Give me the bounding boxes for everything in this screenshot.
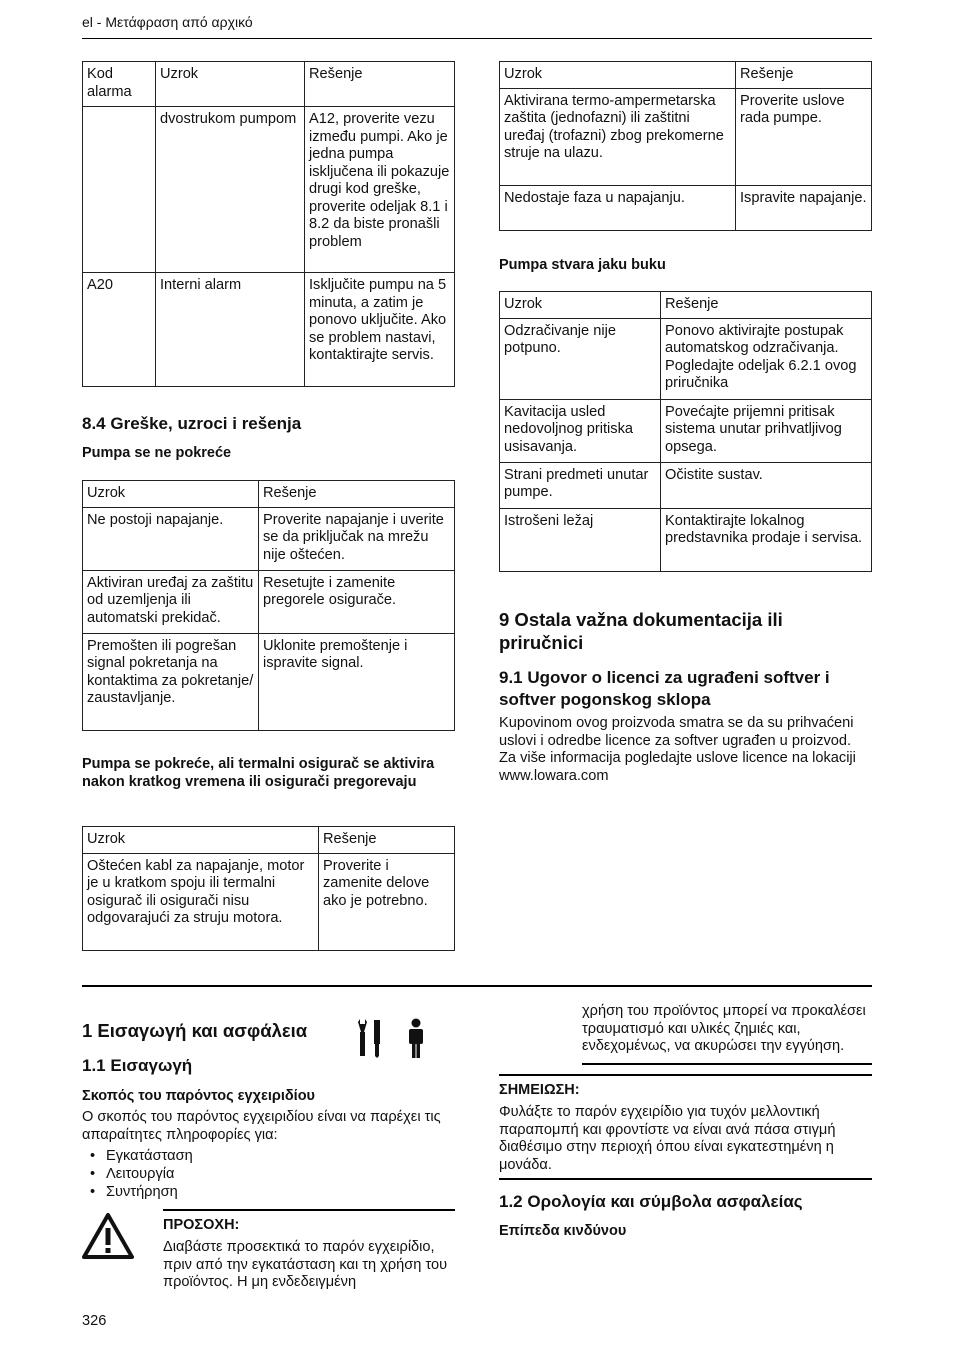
table-row xyxy=(500,462,872,508)
noise-table xyxy=(499,291,872,572)
subheading: Pumpa se ne pokreće xyxy=(82,445,232,461)
table-header-row xyxy=(500,62,872,89)
section-9 xyxy=(499,608,872,785)
table-row xyxy=(83,107,455,273)
note-label: ΣΗΜΕΙΩΣΗ: xyxy=(499,1082,580,1098)
table-header-row xyxy=(83,62,455,107)
note-rule xyxy=(499,1074,872,1076)
table-cell: dvostrukom pumpom xyxy=(156,107,305,273)
table-header-cell: Rešenje xyxy=(259,481,455,508)
table-cell: Povećajte prijemni pritisak sistema unutar prihvatljivog opsega. xyxy=(661,399,872,462)
running-header: el - Μετάφραση από αρχικό xyxy=(82,14,253,30)
table-header-cell: Uzrok xyxy=(83,481,259,508)
thermal-table xyxy=(82,826,455,951)
table-cell: Isključite pumpu na 5 minuta, a zatim je ponovo uključite. Ako se problem nastavi, kontaktirajte servis. xyxy=(305,273,455,387)
subheading: Pumpa se pokreće, ali termalni osigurač se aktivira nakon kratkog vremena ili osigurači pregorevaju xyxy=(82,756,435,790)
table-cell: Proverite i zamenite delove ako je potrebno. xyxy=(319,853,455,950)
table-header-row xyxy=(83,481,455,508)
note-end-rule xyxy=(499,1178,872,1180)
bullet-list xyxy=(82,1147,455,1201)
overcurrent-table-wrap xyxy=(499,61,872,231)
table-row xyxy=(83,633,455,730)
table-header-cell: Rešenje xyxy=(305,62,455,107)
table-row xyxy=(83,273,455,387)
table-row xyxy=(500,185,872,230)
section-title: 1 Εισαγωγή και ασφάλεια xyxy=(82,1020,308,1041)
subsection-title: 1.1 Εισαγωγή xyxy=(82,1056,193,1075)
thermal-subheading-wrap xyxy=(82,755,455,791)
warning-icon xyxy=(82,1212,134,1260)
caution-label: ΠΡΟΣΟΧΗ: xyxy=(163,1217,240,1233)
caution-text-cont: χρήση του προϊόντος μπορεί να προκαλέσει τραυματισμό και υλικές ζημιές και, ενδεχομένως, να ακυρώσει την εγγύηση. xyxy=(582,1003,866,1054)
subsection-title: 1.2 Ορολογία και σύμβολα ασφαλείας xyxy=(499,1192,803,1211)
tools-icon xyxy=(357,1018,385,1058)
table-cell: A20 xyxy=(83,273,156,387)
table-cell: Proverite napajanje i uverite se da priključak na mrežu nije oštećen. xyxy=(259,507,455,570)
table-cell: Uklonite premoštenje i ispravite signal. xyxy=(259,633,455,730)
caution-box xyxy=(163,1216,455,1292)
section-1 xyxy=(82,1019,455,1042)
overcurrent-table xyxy=(499,61,872,231)
no-start-table xyxy=(82,480,455,731)
person-icon xyxy=(405,1018,427,1058)
table-header-row xyxy=(83,827,455,854)
table-cell: Ispravite napajanje. xyxy=(736,185,872,230)
caution-continuation xyxy=(582,1003,872,1056)
note-box xyxy=(499,1081,872,1174)
table-header-cell: Rešenje xyxy=(736,62,872,89)
alarm-table xyxy=(82,61,455,387)
list-item: • Εγκατάσταση xyxy=(90,1148,193,1164)
table-header-row xyxy=(500,292,872,319)
noise-table-wrap xyxy=(499,291,872,572)
no-start-table-wrap xyxy=(82,480,455,731)
table-header-cell: Uzrok xyxy=(500,292,661,319)
table-row xyxy=(500,88,872,185)
table-header-cell: Uzrok xyxy=(500,62,736,89)
table-header-cell: Kod alarma xyxy=(83,62,156,107)
section-1-1 xyxy=(82,1055,455,1201)
table-cell: Aktiviran uređaj za zaštitu od uzemljenja ili automatski prekidač. xyxy=(83,570,259,633)
table-cell: Aktivirana termo-ampermetarska zaštita (jednofazni) ili zaštitni uređaj (trofazni) zbog prekomerne struje na ulazu. xyxy=(500,88,736,185)
table-cell: Resetujte i zamenite pregorele osigurače. xyxy=(259,570,455,633)
note-text: Φυλάξτε το παρόν εγχειρίδιο για τυχόν μελλοντική παραπομπή και φροντίστε να είναι ανά πάσα στιγμή διαθέσιμο στην περιοχή όπου είναι εγκατεστημένη η μονάδα. xyxy=(499,1104,836,1173)
subheading: Επίπεδα κινδύνου xyxy=(499,1223,627,1239)
table-cell: Istrošeni ležaj xyxy=(500,508,661,571)
table-cell: Proverite uslove rada pumpe. xyxy=(736,88,872,185)
alarm-table-wrap xyxy=(82,61,455,387)
table-cell: Premošten ili pogrešan signal pokretanja na kontaktima za pokretanje/ zaustavljanje. xyxy=(83,633,259,730)
table-cell: Nedostaje faza u napajanju. xyxy=(500,185,736,230)
table-row xyxy=(83,853,455,950)
table-row xyxy=(83,570,455,633)
table-cell xyxy=(83,107,156,273)
section-title: 8.4 Greške, uzroci i rešenja xyxy=(82,414,302,433)
table-cell: Ne postoji napajanje. xyxy=(83,507,259,570)
table-cell: Kontaktirajte lokalnog predstavnika prodaje i servisa. xyxy=(661,508,872,571)
caution-text: Διαβάστε προσεκτικά το παρόν εγχειρίδιο, πριν από την εγκατάσταση και τη χρήση του προϊόντος. Η μη ενδεδειγμένη xyxy=(163,1239,448,1290)
table-cell: Interni alarm xyxy=(156,273,305,387)
table-row xyxy=(83,507,455,570)
body-text: Kupovinom ovog proizvoda smatra se da su prihvaćeni uslovi i odredbe licence za softver ugrađen u proizvod. Za više informacija pogledajte uslove licence na lokaciji www.lowara.com xyxy=(499,715,856,784)
list-item: • Λειτουργία xyxy=(90,1166,175,1182)
section-divider xyxy=(82,985,872,987)
table-header-cell: Rešenje xyxy=(319,827,455,854)
table-cell: Oštećen kabl za napajanje, motor je u kratkom spoju ili termalni osigurač ili osigurači nisu odgovarajući za struju motora. xyxy=(83,853,319,950)
thermal-table-wrap xyxy=(82,826,455,951)
subsection-title: 9.1 Ugovor o licenci za ugrađeni softver i softver pogonskog sklopa xyxy=(499,668,830,709)
table-cell: Kavitacija usled nedovoljnog pritiska usisavanja. xyxy=(500,399,661,462)
table-header-cell: Rešenje xyxy=(661,292,872,319)
subheading: Σκοπός του παρόντος εγχειριδίου xyxy=(82,1088,315,1104)
section-8-4 xyxy=(82,413,455,462)
table-cell: Strani predmeti unutar pumpe. xyxy=(500,462,661,508)
caution-end-rule xyxy=(582,1063,872,1065)
table-header-cell: Uzrok xyxy=(83,827,319,854)
table-cell: Odzračivanje nije potpuno. xyxy=(500,318,661,399)
header-rule xyxy=(82,38,872,39)
table-cell: Očistite sustav. xyxy=(661,462,872,508)
noise-subheading-wrap xyxy=(499,256,872,274)
table-row xyxy=(500,318,872,399)
section-title: 9 Ostala važna dokumentacija ili priručnici xyxy=(499,609,783,653)
subheading: Pumpa stvara jaku buku xyxy=(499,257,666,273)
table-header-cell: Uzrok xyxy=(156,62,305,107)
table-cell: Ponovo aktivirajte postupak automatskog odzračivanja. Pogledajte odeljak 6.2.1 ovog priručnika xyxy=(661,318,872,399)
caution-rule xyxy=(163,1209,455,1211)
table-row xyxy=(500,399,872,462)
table-cell: A12, proverite vezu između pumpi. Ako je jedna pumpa isključena ili pokazuje drugi kod greške, proverite odeljak 8.1 i 8.2 da biste pronašli problem xyxy=(305,107,455,273)
list-item: • Συντήρηση xyxy=(90,1184,178,1200)
section-1-2 xyxy=(499,1191,872,1240)
table-row xyxy=(500,508,872,571)
body-text: Ο σκοπός του παρόντος εγχειριδίου είναι να παρέχει τις απαραίτητες πληροφορίες για: xyxy=(82,1109,441,1143)
page-number: 326 xyxy=(82,1313,107,1329)
